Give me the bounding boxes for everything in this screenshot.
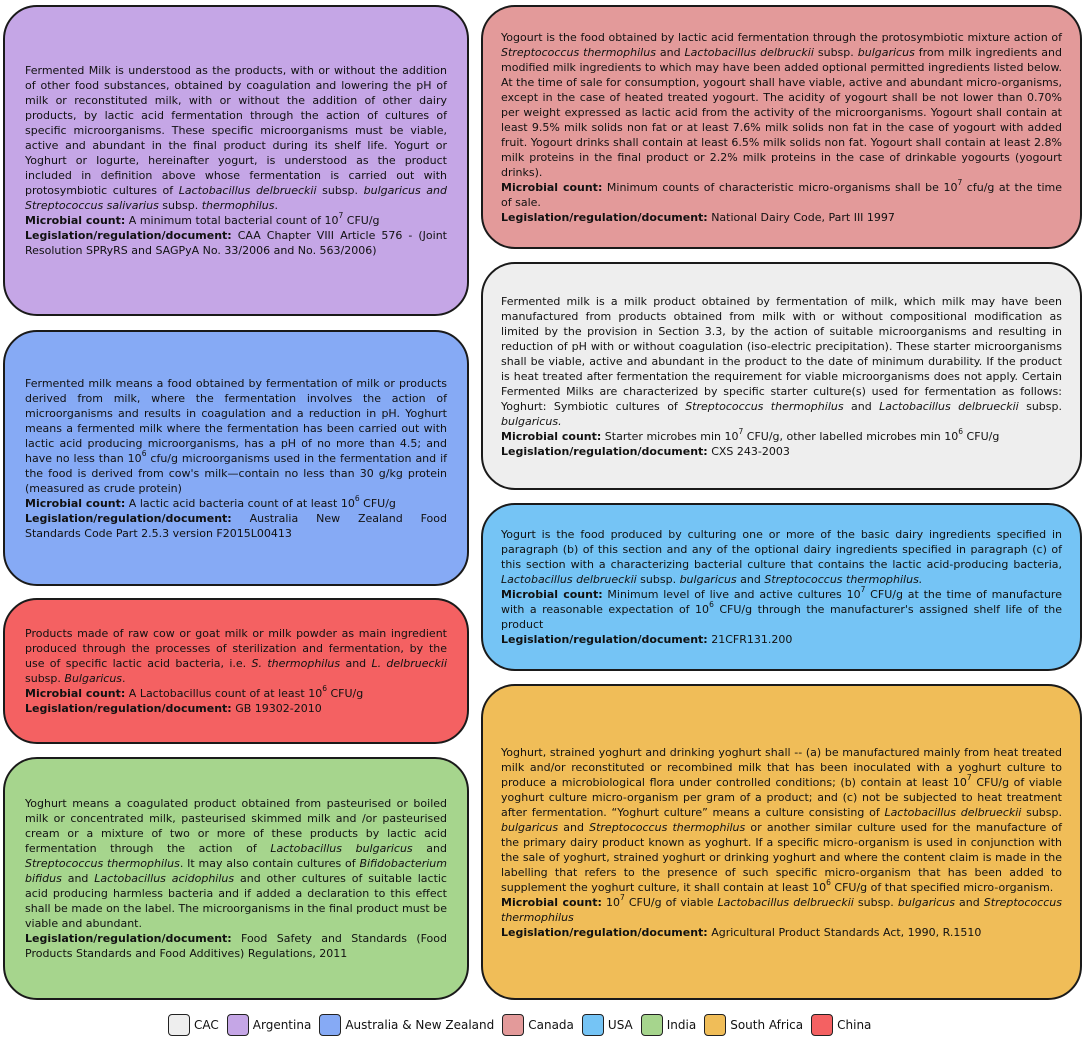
legend-swatch (582, 1014, 604, 1036)
microbial-count-label: Microbial count: (501, 429, 602, 443)
legislation-label: Legislation/regulation/document: (501, 444, 708, 458)
microbial-count (25, 493, 447, 511)
legend-swatch (811, 1014, 833, 1036)
legend-label: Canada (528, 1018, 574, 1032)
legend-swatch (168, 1014, 190, 1036)
microbial-count (501, 177, 1062, 210)
microbial-count-label: Microbial count: (501, 588, 603, 601)
microbial-count (25, 686, 447, 701)
legend-label: USA (607, 1018, 633, 1032)
microbial-count-value: A Lactobacillus count of at least $10^6$ CFU/g (125, 684, 364, 700)
legend-label: Australia & New Zealand (345, 1018, 495, 1032)
microbial-count-value: A minimum total bacterial count of $10^7$ CFU/g (125, 211, 380, 227)
legend-swatch (704, 1014, 726, 1036)
legislation-label: Legislation/regulation/document: (501, 925, 708, 939)
legislation (25, 701, 447, 716)
definition-text: Fermented milk means a food obtained by fermentation of milk or products derived from milk, where the fermentation involves the action of microorganisms and results in coagulation and a reduction in pH. Yoghurt means a fermented milk where the fermentation has been carried out with lactic acid producing microorganisms, has a pH of no more than 4.5; and have no less than $10^6$ cfu/g microorganisms used in the fermentation and if the food is derived from cow's milk—contain no less than 30 g/kg protein (measured as crude protein) (25, 376, 447, 495)
legislation (25, 511, 447, 541)
microbial-count-value: A lactic acid bacteria count of at least $10^6$ CFU/g (125, 493, 396, 510)
usa-definition-box (481, 503, 1082, 671)
legend-item-china (811, 1014, 871, 1036)
legend-label: India (666, 1018, 697, 1032)
legislation (501, 444, 1062, 459)
argentina-definition-box (3, 5, 469, 316)
definition-text: Fermented Milk is understood as the products, with or without the addition of other food substances, obtained by coagulation and lowering the pH of milk or reconstituted milk, with or without the addition of other dairy products, by lactic acid fermentation through the action of cultures of specific microorganisms. These specific microorganisms must be viable, active and abundant in the final product during its shelf life. Yogurt or Yoghurt or Iogurte, hereinafter yogurt, is understood as the product included in definition above whose fermentation is carried out with protosymbiotic cultures of Lactobacillus delbrueckii subsp. bulgaricus and Streptococcus salivarius subsp. thermophilus. (25, 64, 447, 212)
legend-label: CAC (194, 1018, 219, 1032)
legislation (25, 931, 447, 961)
definition-text: Products made of raw cow or goat milk or milk powder as main ingredient produced through the processes of sterilization and fermentation, by the use of specific lactic acid bacteria, i.e. S. thermophilus and L. delbrueckii subsp. Bulgaricus. (25, 627, 448, 685)
legislation-value: Australia New Zealand Food Standards Code Part 2.5.3 version F2015L00413 (25, 511, 447, 540)
legislation-value: GB 19302-2010 (231, 702, 322, 715)
canada-definition-box (481, 5, 1082, 249)
color-legend (168, 1011, 879, 1039)
legend-item-south-africa (704, 1014, 803, 1036)
legend-swatch (502, 1014, 524, 1036)
microbial-count-label: Microbial count: (501, 895, 602, 909)
cac-definition-box (481, 262, 1082, 490)
microbial-count (501, 426, 1062, 444)
definition-text: Yogurt is the food produced by culturing one or more of the basic dairy ingredients specified in paragraph (b) of this section and any of the optional dairy ingredients specified in paragraph (c) of this section with a characterizing bacterial culture that contains the lactic acid-producing bacteria, Lactobacillus delbrueckii subsp. bulgaricus and Streptococcus thermophilus. (501, 528, 1062, 586)
microbial-count-label: Microbial count: (25, 214, 126, 227)
legislation-label: Legislation/regulation/document: (25, 702, 232, 715)
legend-swatch (641, 1014, 663, 1036)
legislation-value: CAA Chapter VIII Article 576 - (Joint Resolution SPRyRS and SAGPyA No. 33/2006 and No. 563/2006) (25, 229, 447, 257)
legislation-value: Agricultural Product Standards Act, 1990, R.1510 (707, 925, 982, 939)
legislation (501, 632, 1062, 647)
legend-label: China (837, 1018, 872, 1032)
legend-item-canada (502, 1014, 574, 1036)
south-africa-definition-box (481, 684, 1082, 1000)
legend-item-india (641, 1014, 696, 1036)
legislation (25, 228, 447, 258)
legend-label: South Africa (730, 1018, 804, 1032)
china-definition-box (3, 598, 469, 744)
microbial-count-value: Minimum level of live and active cultures $10^7$ CFU/g at the time of manufacture with a reasonable expectation of $10^6$ CFU/g through the manufacturer's assigned shelf life of the product (501, 585, 1062, 631)
microbial-count-label: Microbial count: (25, 496, 126, 510)
microbial-count (501, 587, 1062, 632)
legislation-label: Legislation/regulation/document: (501, 210, 708, 224)
microbial-count-label: Microbial count: (25, 687, 126, 700)
legend-item-australia-nz (319, 1014, 494, 1036)
legislation-label: Legislation/regulation/document: (25, 932, 232, 945)
australia-nz-definition-box (3, 330, 469, 586)
legislation-value: Food Safety and Standards (Food Products Standards and Food Additives) Regulations, 2011 (25, 932, 447, 960)
microbial-count (501, 892, 1062, 925)
legend-swatch (319, 1014, 341, 1036)
definition-text: Yoghurt, strained yoghurt and drinking yoghurt shall -- (a) be manufactured mainly from heat treated milk and/or reconstituted or recombined milk that has been inoculated with a yoghurt culture to produce a microbiological flora under controlled conditions; (b) contain at least $10^7$ CFU/g of viable yoghurt culture micro-organism per gram of a product; and (c) not be subjected to heat treatment after fermentation. “Yoghurt culture” means a culture consisting of Lactobacillus delbrueckii subsp. bulgaricus and Streptococcus thermophilus or another similar culture used for the manufacture of the primary dairy product known as yoghurt. If a specific micro-organism is used in conjunction with the sale of yoghurt, strained yoghurt or drinking yoghurt and where the content claim is made in the labelling that refers to the presence of such specific micro-organism that has been added to supplement the yoghurt culture, it shall contain at least $10^6$ CFU/g of that specified micro-organism. (501, 745, 1062, 894)
legislation-value: 21CFR131.200 (707, 633, 793, 646)
legislation-label: Legislation/regulation/document: (501, 633, 708, 646)
definition-text: Yoghurt means a coagulated product obtained from pasteurised or boiled milk or concentrated milk, pasteurised skimmed milk and /or pasteurised cream or a mixture of two or more of these products by lactic acid fermentation through the action of Lactobacillus bulgaricus and Streptococcus thermophilus. It may also contain cultures of Bifidobacterium bifidus and Lactobacillus acidophilus and other cultures of suitable lactic acid producing harmless bacteria and if added a declaration to this effect shall be made on the label. The microorganisms in the final product must be viable and abundant. (25, 797, 447, 930)
legislation-value: National Dairy Code, Part III 1997 (707, 210, 895, 224)
legislation-value: CXS 243-2003 (707, 444, 790, 458)
legend-label: Argentina (252, 1018, 312, 1032)
definition-text: Fermented milk is a milk product obtained by fermentation of milk, which milk may have been manufactured from products obtained from milk with or without compositional modification as limited by the provision in Section 3.3, by the action of suitable microorganisms and resulting in reduction of pH with or without coagulation (iso-electric precipitation). These starter microorganisms shall be viable, active and abundant in the product to the date of minimum durability. If the product is heat treated after fermentation the requirement for viable microorganisms does not apply. Certain Fermented Milks are characterized by specific starter culture(s) used for fermentation as follows: Yoghurt: Symbiotic cultures of Streptococcus thermophilus and Lactobacillus delbrueckii subsp. bulgaricus. (501, 294, 1062, 428)
legislation (501, 925, 1062, 940)
definition-text: Yogourt is the food obtained by lactic acid fermentation through the protosymbiotic mixture action of Streptococcus thermophilus and Lactobacillus delbruckii subsp. bulgaricus from milk ingredients and modified milk ingredients to which may have been added optional permitted ingredients listed below. At the time of sale for consumption, yogourt shall have viable, active and abundant micro-organisms, except in the case of heated treated yogourt. The acidity of yogourt shall be not lower than 0.70% per weight expressed as lactic acid from the activity of the microorganisms. Yogourt shall contain at least 9.5% milk solids non fat or at least 7.6% milk solids non fat in the case of yogourt with added fruit. Yogourt drinks shall contain at least 6.5% milk solids non fat. Yogourt shall contain at least 2.8% milk proteins in the final product or 2.2% milk proteins in the case of drinkable yogourts (yogourt drinks). (501, 30, 1062, 179)
microbial-count (25, 213, 447, 228)
microbial-count-value: Starter microbes $\min 10^7$ CFU/g, other labelled microbes $\min 10^6$ CFU/g (601, 426, 1000, 443)
legend-swatch (227, 1014, 249, 1036)
legend-item-argentina (227, 1014, 312, 1036)
legend-item-cac (168, 1014, 219, 1036)
legislation (501, 210, 1062, 225)
legislation-label: Legislation/regulation/document: (25, 229, 232, 242)
india-definition-box (3, 757, 469, 1000)
microbial-count-value: Minimum counts of characteristic micro-organisms shall be $10^7$ cfu/g at the time of sale. (501, 177, 1062, 209)
legend-item-usa (582, 1014, 633, 1036)
legislation-label: Legislation/regulation/document: (25, 511, 232, 525)
microbial-count-value: $10^7$ CFU/g of viable Lactobacillus delbrueckii subsp. bulgaricus and Streptococcus thermophilus (501, 892, 1062, 924)
microbial-count-label: Microbial count: (501, 180, 603, 194)
